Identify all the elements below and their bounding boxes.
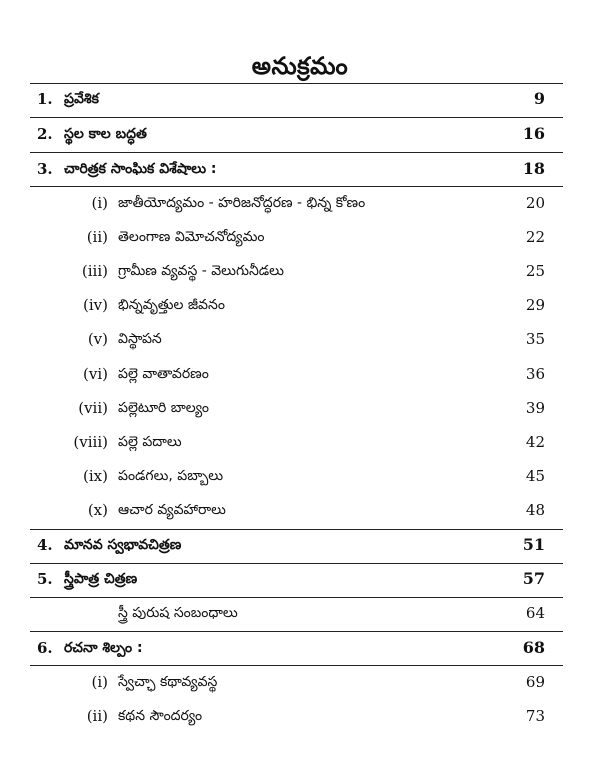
- entry-title: చారిత్రక సాంఘిక విశేషాలు :: [64, 161, 217, 177]
- entry-title: విస్థాపన: [118, 331, 162, 347]
- entry-title: ప్రవేశిక: [64, 91, 99, 107]
- entry-page: 42: [525, 433, 545, 451]
- entry-page: 20: [525, 194, 545, 212]
- entry-title: స్థల కాల బద్ధత: [64, 126, 147, 142]
- entry-page: 25: [525, 262, 545, 280]
- entry-title: భిన్నవృత్తుల జీవనం: [118, 297, 225, 313]
- entry-page: 51: [522, 535, 545, 554]
- entry-title: స్త్రీపాత్ర చిత్రణ: [64, 571, 138, 587]
- entry-page: 73: [525, 707, 545, 725]
- toc-entry-sub: [0, 393, 600, 423]
- entry-page: 57: [522, 569, 545, 588]
- entry-title: జాతీయోద్యమం - హరిజనోద్ధరణ - భిన్న కోణం: [118, 195, 366, 211]
- entry-title: పల్లెటూరి బాల్యం: [118, 400, 209, 416]
- entry-page: 39: [525, 399, 545, 417]
- toc-entry-main: [0, 119, 600, 149]
- toc-entry-sub: [0, 290, 600, 320]
- toc-entry-sub: [0, 495, 600, 525]
- entry-title: కథన సౌందర్యం: [118, 708, 203, 724]
- entry-number: 6.: [37, 639, 53, 657]
- entry-number: (ii): [86, 707, 108, 725]
- entry-number: 2.: [37, 125, 53, 143]
- entry-number: 4.: [37, 536, 53, 554]
- entry-number: (vi): [83, 365, 108, 383]
- divider: [30, 186, 563, 187]
- toc-entry-sub: [0, 324, 600, 354]
- entry-number: (x): [87, 501, 108, 519]
- toc-entry-sub: [0, 222, 600, 252]
- entry-title: గ్రామీణ వ్యవస్థ - వెలుగునీడలు: [118, 263, 284, 279]
- entry-page: 48: [525, 501, 545, 519]
- toc-entry-main: [0, 530, 600, 560]
- divider: [30, 665, 563, 666]
- entry-number: (i): [91, 673, 108, 691]
- divider: [30, 631, 563, 632]
- entry-number: 5.: [37, 570, 53, 588]
- entry-title: తెలంగాణ విమోచనోద్యమం: [118, 229, 265, 245]
- entry-title: మానవ స్వభావచిత్రణ: [64, 537, 182, 553]
- entry-page: 22: [525, 228, 545, 246]
- entry-title: స్వేచ్ఛా కథావ్యవస్థ: [118, 674, 218, 690]
- page-title: అనుక్రమం: [251, 52, 349, 80]
- entry-number: 3.: [37, 160, 53, 178]
- entry-number: (vii): [78, 399, 108, 417]
- entry-number: (i): [91, 194, 108, 212]
- entry-title: పండగలు, పబ్బాలు: [118, 468, 224, 484]
- entry-title: ఆచార వ్యవహారాలు: [118, 502, 226, 518]
- entry-number: (ix): [83, 467, 108, 485]
- entry-number: (viii): [73, 433, 108, 451]
- toc-entry-sub: [0, 188, 600, 218]
- entry-page: 35: [525, 330, 545, 348]
- toc-entry-main: [0, 84, 600, 114]
- toc-entry-main: [0, 564, 600, 594]
- toc-entry-sub: [0, 701, 600, 731]
- divider: [30, 117, 563, 118]
- entry-number: (iv): [83, 296, 108, 314]
- entry-page: 36: [525, 365, 545, 383]
- toc-entry-sub: [0, 256, 600, 286]
- entry-page: 16: [522, 124, 545, 143]
- toc-entry-main: [0, 633, 600, 663]
- entry-title: పల్లె పదాలు: [118, 434, 182, 450]
- entry-title: పల్లె వాతావరణం: [118, 366, 209, 382]
- toc-entry-sub: [0, 359, 600, 389]
- entry-page: 29: [525, 296, 545, 314]
- entry-number: (iii): [81, 262, 108, 280]
- toc-entry-sub: [0, 461, 600, 491]
- toc-entry-sub: [0, 598, 600, 628]
- toc-entry-main: [0, 154, 600, 184]
- toc-entry-sub: [0, 427, 600, 457]
- entry-title: స్త్రీ పురుష సంబంధాలు: [118, 605, 238, 621]
- entry-page: 64: [525, 604, 545, 622]
- entry-page: 68: [522, 638, 545, 657]
- entry-number: (v): [87, 330, 108, 348]
- toc-entry-sub: [0, 667, 600, 697]
- entry-title: రచనా శిల్పం :: [64, 640, 143, 656]
- entry-page: 69: [525, 673, 545, 691]
- entry-number: (ii): [86, 228, 108, 246]
- entry-number: 1.: [37, 90, 53, 108]
- entry-page: 45: [525, 467, 545, 485]
- divider: [30, 152, 563, 153]
- entry-page: 18: [522, 159, 545, 178]
- entry-page: 9: [533, 89, 545, 108]
